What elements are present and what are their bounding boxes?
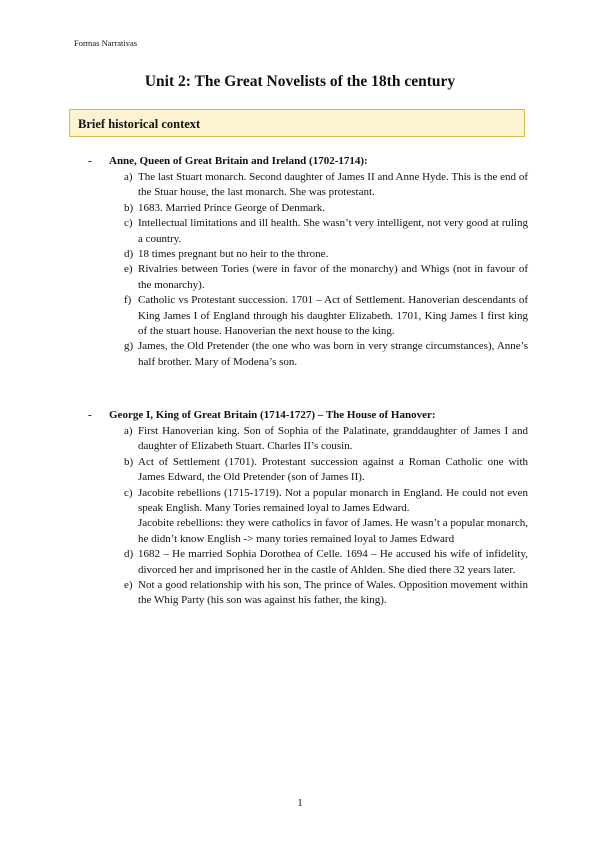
list-item (88, 578, 528, 609)
list-item-text: Act of Settlement (1701). Protestant succession against a Roman Catholic one with James Edward, the Old Pretender (son of James II). (138, 455, 528, 484)
list-item-text: Intellectual limitations and ill health. She wasn’t very intelligent, not very good at ruling a country. (138, 217, 528, 245)
anne-list (88, 170, 528, 370)
list-item-text: James, the Old Pretender (the one who was born in very strange circumstances), Anne’s half brother. Mary of Modena’s son. (138, 340, 528, 368)
list-item (88, 293, 528, 339)
page-number: 1 (297, 797, 303, 809)
section-heading-text: Anne, Queen of Great Britain and Ireland (1702-1714): (109, 155, 368, 167)
list-marker: e) (124, 579, 133, 592)
list-item-text: 1682 – He married Sophia Dorothea of Celle. 1694 – He accused his wife of infidelity, divorced her and imprisoned her in the castle of Ahlden. She died there 32 years later. (138, 548, 528, 576)
running-header: Formas Narrativas (74, 38, 138, 48)
list-item (88, 170, 528, 201)
list-marker: g) (124, 340, 134, 353)
section-heading-text: George I, King of Great Britain (1714-1727) – The House of Hanover: (109, 409, 436, 421)
list-item (88, 547, 528, 578)
list-marker: b) (124, 455, 134, 468)
list-item (88, 455, 528, 486)
list-item-text: Rivalries between Tories (were in favor of the monarchy) and Whigs (not in favour of the monarchy). (138, 263, 528, 291)
list-marker: e) (124, 263, 133, 276)
list-item-text: The last Stuart monarch. Second daughter of James II and Anne Hyde. This is the end of the Stuar house, the last monarch. She was protestant. (138, 171, 528, 199)
context-box-label: Brief historical context (78, 117, 201, 131)
list-item (88, 262, 528, 293)
section-george-i (88, 408, 528, 609)
list-item-text: Not a good relationship with his son, The prince of Wales. Opposition movement within the Whig Party (his son was against his father, the king). (138, 579, 528, 607)
george-list (88, 424, 528, 609)
list-marker: c) (124, 486, 133, 499)
list-item (88, 216, 528, 247)
list-item-text: Jacobite rebellions (1715-1719). Not a popular monarch in England. He could not even speak English. Many Tories remained loyal to James Edward. (138, 486, 528, 515)
list-item-note: Jacobite rebellions: they were catholics in favor of James. He wasn’t a popular monarch, he didn’t know English -> many tories remained loyal to James Edward (138, 517, 528, 545)
list-item-text: First Hanoverian king. Son of Sophia of the Palatinate, granddaughter of James I and daughter of Elizabeth Stuart. Charles II’s cousin. (138, 425, 528, 453)
section-dash: - (88, 155, 92, 167)
list-marker: b) (124, 201, 134, 214)
page-title: Unit 2: The Great Novelists of the 18th century (144, 73, 456, 90)
section-heading (88, 408, 528, 423)
list-marker: a) (124, 171, 133, 183)
section-dash: - (88, 409, 92, 421)
context-box (69, 109, 525, 137)
list-item-text: Catholic vs Protestant succession. 1701 – Act of Settlement. Hanoverian descendants of King James I of England through his daughter Elizabeth. 1701, King James I first king of the stuart house. Hanoverian the next house to the king. (138, 294, 528, 338)
list-item-text: 18 times pregnant but no heir to the throne. (138, 248, 329, 261)
list-marker: a) (124, 425, 133, 437)
list-marker: f) (124, 294, 132, 307)
list-marker: c) (124, 217, 133, 230)
section-heading (88, 154, 528, 169)
list-item (88, 339, 528, 370)
section-anne (88, 154, 528, 370)
list-item-text: 1683. Married Prince George of Denmark. (138, 201, 326, 214)
list-marker: d) (124, 248, 134, 261)
list-item (88, 486, 528, 548)
list-item (88, 424, 528, 455)
list-item (88, 201, 528, 216)
list-marker: d) (124, 548, 134, 561)
list-item (88, 247, 528, 262)
